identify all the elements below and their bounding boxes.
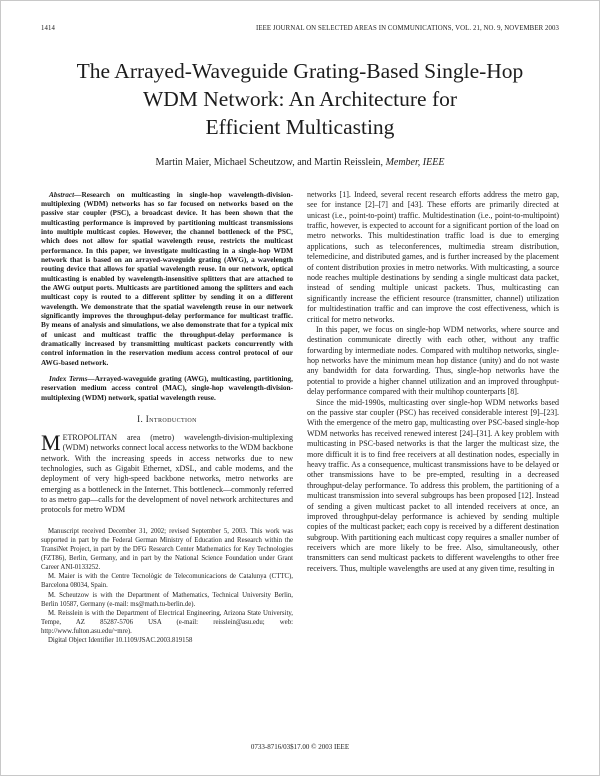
abstract-text: Research on multicasting in single-hop wavelength-division-multiplexing (WDM) networks has so far focused on networks based on the passive star coupler (PSC), a broadcast device. It has been shown that the multicasting performance is improved by partitioning multicast transmissions into multiple multicast copies. However, the channel bottleneck of the PSC, which does not allow for spatial wavelength reuse, restricts the multicast performance. In this paper, we investigate multicasting in a single-hop WDM network that is based on an arrayed-waveguide grating (AWG), a wavelength routing device that allows for spatial wavelength reuse. In our network, optical multicasting is enabled by wavelength-insensitive splitters that are attached to the AWG output ports. Multicasts are partitioned among the splitters and each multicast copy is routed to a different splitter by sending it on a different wavelength. We demonstrate that the spatial wavelength reuse in our network significantly improves the throughput-delay performance for multicast traffic. By means of analysis and simulations, we also demonstrate that for a typical mix of unicast and multicast traffic the throughput-delay performance is dramatically increased by transmitting multicast packets concurrently with control information in the reservation medium access control protocol of our AWG-based network. [41, 189, 293, 367]
section-heading-introduction: I. Introduction [137, 414, 197, 425]
index-terms-text: Arrayed-waveguide grating (AWG), multicasting, partitioning, reservation medium access control (MAC), single-hop wavelength-division-multiplexing (WDM) network, spatial wavelength reuse. [41, 374, 293, 402]
footnote-affiliation-scheutzow: M. Scheutzow is with the Department of Mathematics, Technical University Berlin, Berlin 10587, Germany (e-mail: ms@math.tu-berlin.de). [41, 591, 293, 608]
introduction-paragraph [41, 429, 293, 516]
running-header [41, 25, 559, 32]
copyright-footer: 0733-8716/03$17.00 © 2003 IEEE [250, 743, 350, 751]
footnote-affiliation-maier: M. Maier is with the Centre Tecnològic de Telecomunicacions de Catalunya (CTTC), Barcelona 08034, Spain. [41, 573, 293, 590]
body-paragraph-1: networks [1]. Indeed, several recent research efforts address the metro gap, see for instance [2]–[7] and [43]. These efforts are primarily directed at unicast (i.e., point-to-point) traffic. Multidestination (i.e., point-to-multipoint) traffic, however, is expected to account for a significant portion of the load on metro networks. This multidestination traffic load is due to emerging applications, such as teleconferences, multimedia stream distribution, telemedicine, and distributed games, and is further increased by the placement of content distribution proxies in metro networks. With multicasting, a source node reaches multiple destinations by sending a single multicast data packet, instead of sending multiple unicast packets. Thus, multicasting can significantly increase the efficient resource (transmitter, channel) utilization for multidestination traffic and can improve the cost effectiveness, which is critical for metro networks. [307, 189, 559, 324]
footnote-block [41, 527, 293, 645]
footnote-affiliation-reisslein: M. Reisslein is with the Department of Electrical Engineering, Arizona State University, Tempe, AZ 85287-5706 USA (e-mail: reisslein@asu.edu; web: http://www.fulton.asu.edu/~mre). [41, 609, 293, 635]
paper-title [41, 58, 559, 142]
author-line [41, 157, 559, 168]
page-number: 1414 [41, 25, 55, 32]
abstract-label: Abstract— [49, 189, 82, 199]
footnote-manuscript: Manuscript received December 31, 2002; revised September 5, 2003. This work was supported in part by the Federal German Ministry of Education and Research within the TransiNet Project, in part by the DFG Research Center Mathematics for Key Technologies (FZT86), Berlin, Germany, and in part by the National Science Foundation under Grant Career ANI-0133252. [41, 527, 293, 572]
journal-header: IEEE JOURNAL ON SELECTED AREAS IN COMMUNICATIONS, VOL. 21, NO. 9, NOVEMBER 2003 [256, 25, 559, 32]
two-column-body [41, 190, 559, 645]
paper-title-line-2: WDM Network: An Architecture for [142, 86, 458, 111]
abstract-paragraph [41, 190, 293, 367]
right-column [307, 190, 559, 645]
author-names: Martin Maier, Michael Scheutzow, and Martin Reisslein, [155, 156, 386, 168]
body-paragraph-3: Since the mid-1990s, multicasting over single-hop WDM networks based on the passive star coupler (PSC) has received considerable interest [9]–[23]. With the emergence of the metro gap, multicasting over PSC-based single-hop WDM networks has received renewed interest [24]–[31]. A key problem with multicasting in PSC-based networks is that the larger the multicast size, the more difficult it is to find free receivers at all destination nodes, especially in heavy traffic. As a consequence, multicast transmissions have to be delayed or other transmissions have to be pre-empted, resulting in a decreased throughput-delay performance. To address this problem, the partitioning of a multicast transmission into several subgroups has been proposed [12]. Instead of sending a given multicast packet to all intended receivers at once, an improved throughput-delay performance is achieved by sending multiple copies of the multicast packet; each copy is received by a different destination subgroup. With partitioning each multicast copy requires a smaller number of receivers which are more likely to be free. Also, simultaneously, other transmitters can send multicast packets to different wavelengths to other free receivers. Thus, multiple wavelengths are used at any given time, resulting in [307, 397, 559, 573]
drop-cap: M [41, 429, 61, 455]
body-paragraph-2: In this paper, we focus on single-hop WDM networks, where source and destination communicate directly with each other, without any traffic forwarding by intermediate nodes. Compared with multihop networks, single-hop networks have the minimum mean hop distance (unity) and do not waste any bandwidth for data forwarding. Thus, single-hop networks have the potential to provide a higher channel utilization and an improved throughput-delay performance compared with their multihop counterparts [8]. [307, 324, 559, 397]
left-column [41, 190, 293, 645]
paper-title-line-3: Efficient Multicasting [205, 114, 395, 139]
footnote-doi: Digital Object Identifier 10.1109/JSAC.2003.819158 [48, 636, 193, 644]
paper-title-line-1: The Arrayed-Waveguide Grating-Based Single-Hop [76, 59, 524, 83]
author-membership: Member, IEEE [385, 156, 445, 168]
index-terms-label: Index Terms— [49, 374, 95, 384]
introduction-text: ETROPOLITAN area (metro) wavelength-division-multiplexing (WDM) networks connect local access networks to the WDM backbone network. With the increasing speeds in access networks due to new technologies, such as Gigabit Ethernet, xDSL, and cable modems, and the deployment of very high-speed backbone networks, metro networks are emerging as a bottleneck in the Internet. This bottleneck—commonly referred to as metro gap—calls for the development of novel network architectures and protocols for metro WDM [41, 432, 293, 515]
index-terms-paragraph [41, 374, 293, 402]
